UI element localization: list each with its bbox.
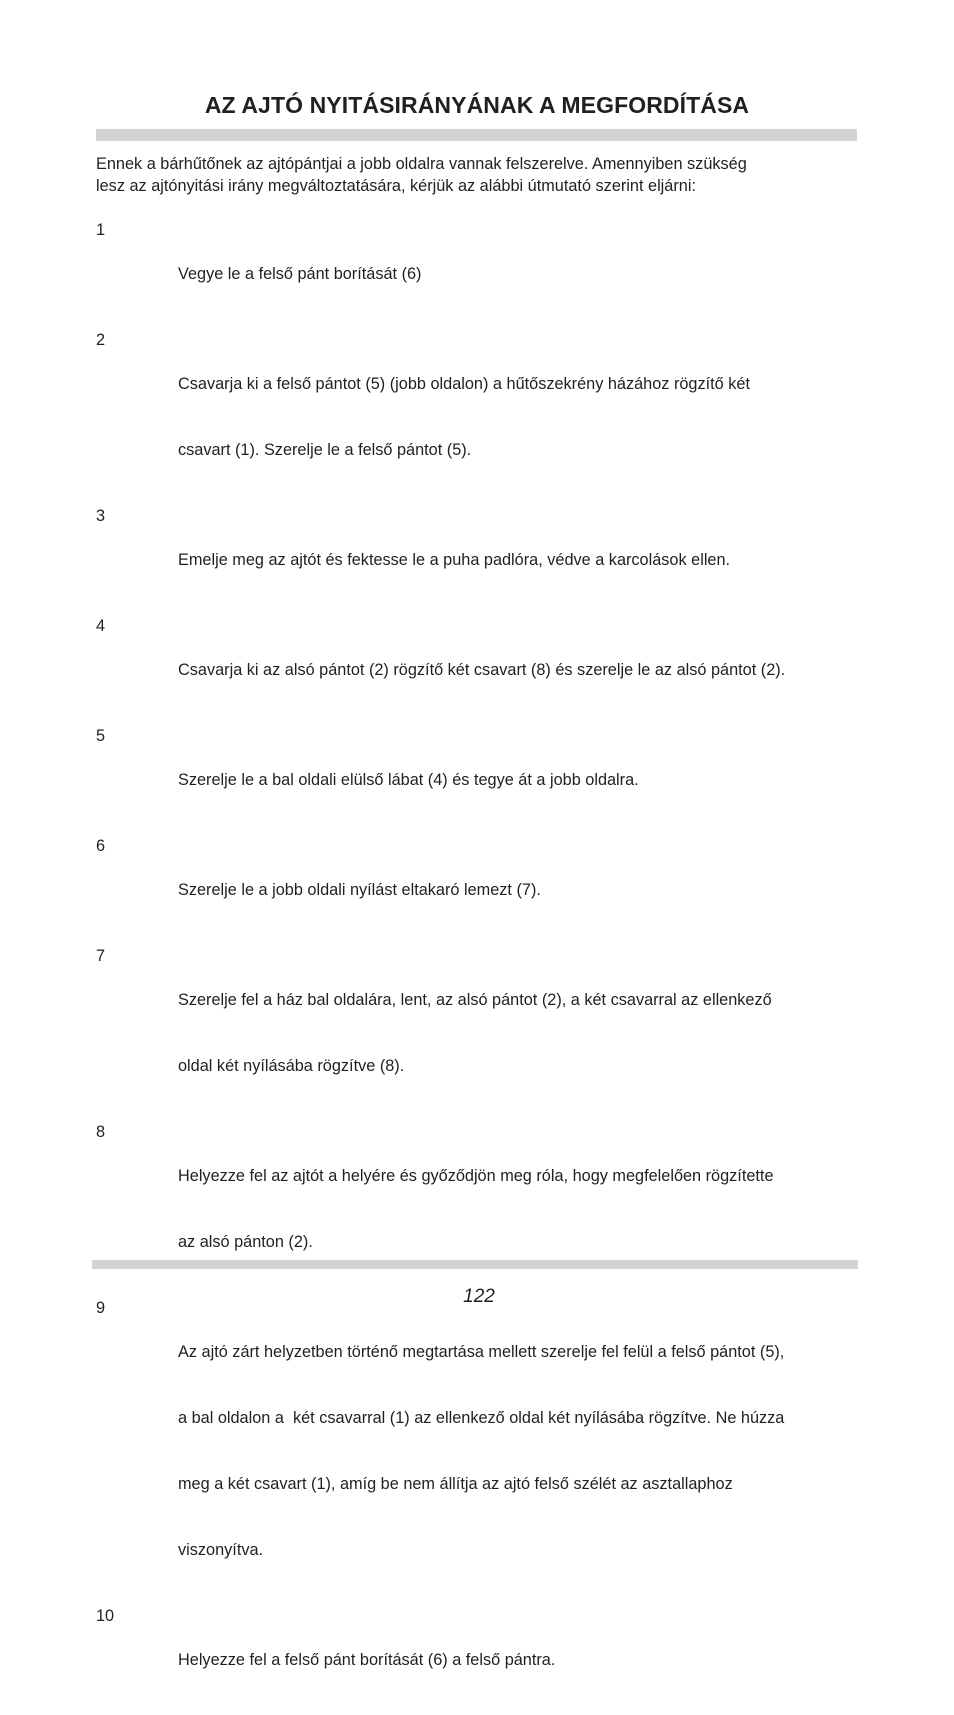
step-line: Vegye le a felső pánt borítását (6) — [178, 265, 422, 283]
step-text — [178, 1297, 866, 1605]
footer-divider — [92, 1260, 858, 1269]
step-3 — [96, 505, 866, 615]
step-line: csavart (1). Szerelje le a felső pántot (5). — [178, 441, 472, 459]
step-line: meg a két csavart (1), amíg be nem állítja az ajtó felső szélét az asztallaphoz — [178, 1475, 733, 1493]
step-1 — [96, 219, 866, 329]
step-text — [178, 1121, 866, 1297]
step-number: 7 — [96, 947, 106, 965]
step-line: az alsó pánton (2). — [178, 1233, 313, 1251]
step-text — [178, 1605, 866, 1715]
step-9 — [96, 1297, 866, 1605]
page-number: 122 — [463, 1286, 495, 1307]
step-4 — [96, 615, 866, 725]
step-line: Helyezze fel a felső pánt borítását (6) a felső pántra. — [178, 1651, 556, 1669]
step-2 — [96, 329, 866, 505]
header-divider — [96, 129, 857, 141]
step-number: 9 — [96, 1299, 106, 1317]
intro-line: Ennek a bárhűtőnek az ajtópántjai a jobb oldalra vannak felszerelve. Amennyiben szükség — [96, 155, 747, 173]
step-number: 3 — [96, 507, 106, 525]
step-10 — [96, 1605, 866, 1715]
step-line: Az ajtó zárt helyzetben történő megtartása mellett szerelje fel felül a felső pántot (5), — [178, 1343, 785, 1361]
step-5 — [96, 725, 866, 835]
step-number: 4 — [96, 617, 106, 635]
intro-line: lesz az ajtónyitási irány megváltoztatására, kérjük az alábbi útmutató szerint eljárni: — [96, 177, 696, 195]
step-number: 1 — [96, 221, 106, 239]
step-line: oldal két nyílásába rögzítve (8). — [178, 1057, 405, 1075]
step-line: viszonyítva. — [178, 1541, 264, 1559]
step-number: 8 — [96, 1123, 106, 1141]
step-line: Szerelje fel a ház bal oldalára, lent, az alsó pántot (2), a két csavarral az ellenkező — [178, 991, 772, 1009]
step-line: Csavarja ki az alsó pántot (2) rögzítő két csavart (8) és szerelje le az alsó pántot (2). — [178, 661, 786, 679]
step-number: 2 — [96, 331, 106, 349]
step-line: Szerelje le a jobb oldali nyílást eltakaró lemezt (7). — [178, 881, 541, 899]
step-8 — [96, 1121, 866, 1297]
step-number: 5 — [96, 727, 106, 745]
step-line: a bal oldalon a két csavarral (1) az ellenkező oldal két nyílásába rögzítve. Ne húzza — [178, 1409, 785, 1427]
instruction-steps — [96, 219, 866, 1715]
step-text — [178, 835, 866, 945]
step-line: Emelje meg az ajtót és fektesse le a puha padlóra, védve a karcolások ellen. — [178, 551, 731, 569]
step-text — [178, 725, 866, 835]
step-line: Helyezze fel az ajtót a helyére és győződjön meg róla, hogy megfelelően rögzítette — [178, 1167, 774, 1185]
step-text — [178, 615, 866, 725]
step-number: 6 — [96, 837, 106, 855]
step-line: Szerelje le a bal oldali elülső lábat (4) és tegye át a jobb oldalra. — [178, 771, 639, 789]
step-text — [178, 505, 866, 615]
step-line: Csavarja ki a felső pántot (5) (jobb oldalon) a hűtőszekrény házához rögzítő két — [178, 375, 750, 393]
step-text — [178, 329, 866, 505]
step-text — [178, 219, 866, 329]
step-6 — [96, 835, 866, 945]
intro-paragraph — [96, 153, 866, 197]
step-7 — [96, 945, 866, 1121]
step-text — [178, 945, 866, 1121]
step-number: 10 — [96, 1607, 115, 1625]
page-title: AZ AJTÓ NYITÁSIRÁNYÁNAK A MEGFORDÍTÁSA — [204, 92, 750, 118]
